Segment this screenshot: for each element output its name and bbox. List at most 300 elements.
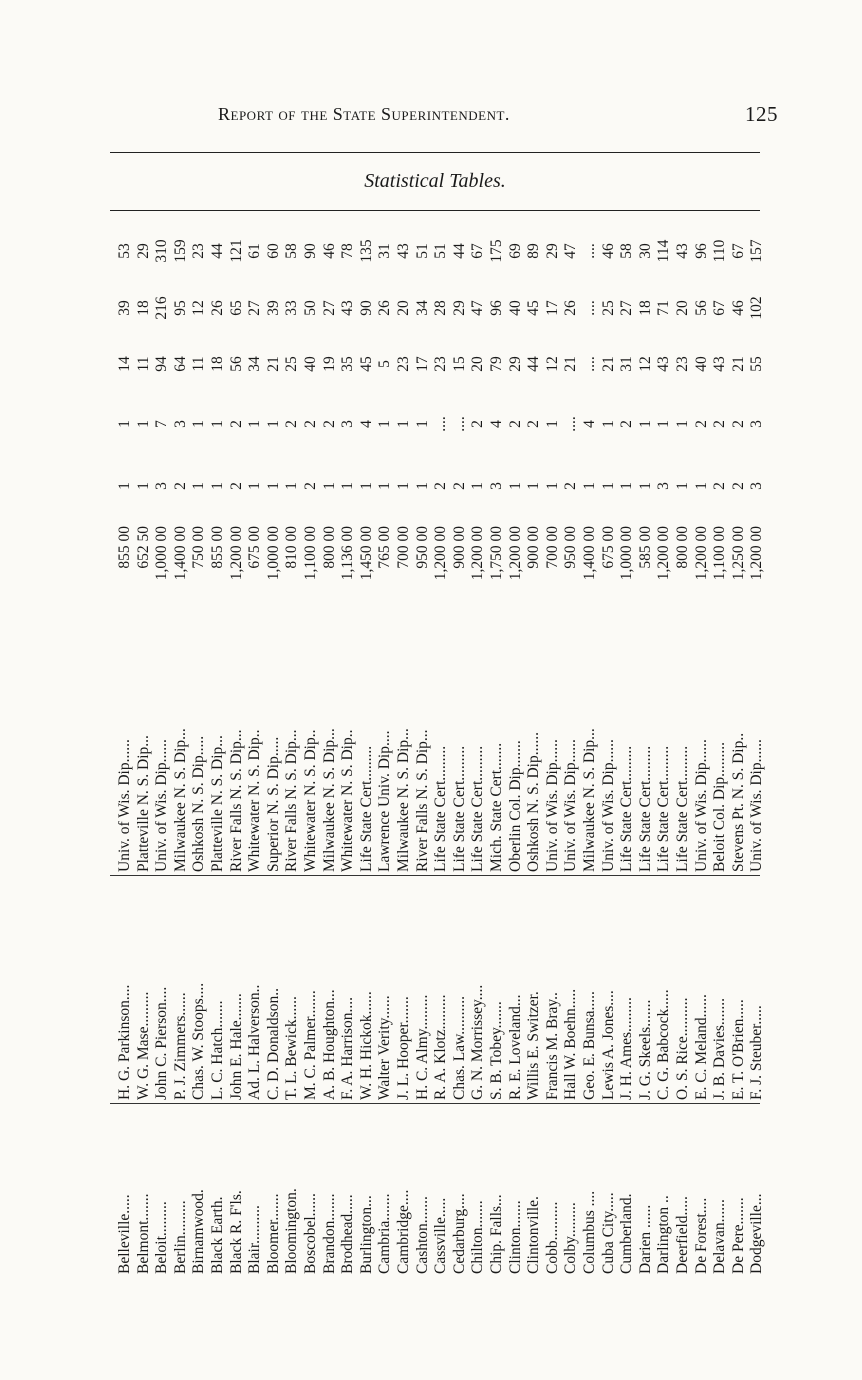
teacher-name-cell: John E. Hale.......: [227, 993, 245, 1100]
count-cell: 102: [748, 296, 766, 320]
count-cell: 1: [543, 482, 561, 490]
table-row: [544, 211, 563, 1276]
table-title: Statistical Tables.: [364, 170, 506, 192]
town-cell: Brandon.......: [320, 1193, 338, 1274]
salary-cell: 750 00: [190, 526, 208, 569]
teacher-name-cell: R. E. Loveland...: [506, 994, 524, 1100]
town-cell: Columbus ....: [581, 1190, 598, 1274]
salary-cell: 950 00: [413, 526, 431, 569]
salary-cell: 950 00: [562, 526, 580, 569]
count-cell: 2: [320, 420, 338, 428]
certificate-cell: Lawrence Univ. Dip....: [376, 730, 394, 872]
count-cell: 1: [209, 420, 226, 428]
certificate-cell: Univ. of Wis. Dip......: [543, 739, 561, 872]
count-cell: 1: [506, 482, 524, 490]
count-cell: 64: [171, 356, 189, 372]
salary-cell: 1,000 00: [618, 526, 636, 581]
town-cell: Cobb..........: [543, 1201, 561, 1274]
count-cell: 44: [525, 356, 543, 372]
count-cell: 1: [636, 420, 654, 428]
salary-cell: 1,200 00: [469, 526, 487, 581]
total-cell: 67: [729, 243, 747, 259]
salary-cell: 1,200 00: [227, 526, 245, 581]
table-row: [525, 211, 544, 1276]
salary-cell: 855 00: [209, 526, 226, 569]
town-cell: Belmont.......: [134, 1193, 152, 1274]
salary-cell: 1,000 00: [264, 526, 282, 581]
salary-cell: 1,400 00: [581, 526, 598, 581]
town-cell: Berlin.........: [171, 1200, 189, 1274]
count-cell: 1: [357, 482, 375, 490]
teacher-name-cell: Chas. Law..........: [450, 995, 468, 1100]
table-row: [339, 211, 358, 1276]
count-cell: 2: [302, 482, 319, 490]
count-cell: 2: [469, 420, 487, 428]
table-row: [283, 211, 302, 1276]
count-cell: 1: [376, 420, 394, 428]
count-cell: 2: [525, 420, 543, 428]
count-cell: 2: [618, 420, 636, 428]
count-cell: 25: [283, 356, 301, 372]
town-cell: Boscobel......: [302, 1193, 319, 1274]
count-cell: 26: [376, 300, 394, 316]
teacher-name-cell: O. S. Rice..........: [674, 997, 691, 1100]
table-row: [655, 211, 674, 1276]
salary-cell: 900 00: [450, 526, 468, 569]
count-cell: 3: [339, 420, 357, 428]
teacher-name-cell: Lewis A. Jones....: [599, 990, 617, 1100]
count-cell: 95: [171, 300, 189, 316]
count-cell: 96: [488, 300, 505, 316]
teacher-name-cell: F. A. Harrison....: [339, 997, 357, 1100]
teacher-name-cell: S. B. Tobey.......: [488, 1001, 505, 1100]
count-cell: 2: [711, 420, 729, 428]
count-cell: 1: [599, 420, 617, 428]
count-cell: 14: [116, 356, 133, 372]
salary-cell: 765 00: [376, 526, 394, 569]
teacher-name-cell: Chas. W. Stoops....: [190, 982, 208, 1100]
count-cell: 1: [674, 482, 691, 490]
count-cell: 21: [264, 356, 282, 372]
total-cell: 51: [432, 243, 450, 259]
certificate-cell: Univ. of Wis. Dip......: [748, 739, 766, 872]
count-cell: 1: [134, 420, 152, 428]
certificate-cell: Oshkosh N. S. Dip......: [525, 732, 543, 872]
count-cell: 2: [562, 482, 580, 490]
count-cell: 56: [227, 356, 245, 372]
table-row: [228, 211, 247, 1276]
town-cell: Black Earth.: [209, 1196, 226, 1274]
certificate-cell: Life State Cert.........: [655, 745, 673, 872]
total-cell: 58: [283, 243, 301, 259]
salary-cell: 810 00: [283, 526, 301, 569]
table-row: [693, 211, 712, 1276]
count-cell: 25: [599, 300, 617, 316]
table-row: [135, 211, 154, 1276]
count-cell: 15: [450, 356, 468, 372]
total-cell: 23: [190, 243, 208, 259]
total-cell: ....: [581, 243, 598, 259]
count-cell: 40: [302, 356, 319, 372]
table-row: [730, 211, 749, 1276]
total-cell: 96: [692, 243, 710, 259]
total-cell: 78: [339, 243, 357, 259]
town-cell: Cedarburg....: [450, 1193, 468, 1274]
running-head: [218, 104, 778, 132]
teacher-name-cell: Willis E. Switzer.: [525, 991, 543, 1100]
count-cell: 1: [246, 420, 264, 428]
table-row: [209, 211, 228, 1276]
total-cell: 46: [599, 243, 617, 259]
count-cell: 20: [674, 300, 691, 316]
table-row: [432, 211, 451, 1276]
town-cell: Cashton.......: [413, 1196, 431, 1274]
table-row: [507, 211, 526, 1276]
town-cell: Cassville.....: [432, 1197, 450, 1274]
count-cell: 33: [283, 300, 301, 316]
count-cell: ....: [581, 356, 598, 372]
town-cell: Colby.........: [562, 1202, 580, 1274]
total-cell: 121: [227, 239, 245, 263]
table-row: [600, 211, 619, 1276]
count-cell: 5: [376, 360, 394, 368]
certificate-cell: Univ. of Wis. Dip......: [153, 739, 171, 872]
salary-cell: 1,200 00: [748, 526, 766, 581]
table-row: [618, 211, 637, 1276]
salary-cell: 1,250 00: [729, 526, 747, 581]
salary-cell: 1,200 00: [506, 526, 524, 581]
count-cell: 21: [729, 356, 747, 372]
count-cell: 31: [618, 356, 636, 372]
teacher-name-cell: E. C. Meland......: [692, 994, 710, 1100]
count-cell: 23: [395, 356, 412, 372]
count-cell: 23: [674, 356, 691, 372]
salary-cell: 855 00: [116, 526, 133, 569]
town-cell: Dodgeville...: [748, 1193, 766, 1274]
town-cell: Belleville.....: [116, 1194, 133, 1274]
table-row: [246, 211, 265, 1276]
count-cell: 18: [134, 300, 152, 316]
total-cell: 58: [618, 243, 636, 259]
count-cell: 43: [339, 300, 357, 316]
total-cell: 53: [116, 243, 133, 259]
town-cell: Cambria.......: [376, 1193, 394, 1274]
count-cell: 4: [357, 420, 375, 428]
count-cell: 1: [209, 482, 226, 490]
count-cell: 1: [599, 482, 617, 490]
count-cell: 2: [692, 420, 710, 428]
count-cell: ....: [562, 416, 580, 432]
count-cell: 27: [246, 300, 264, 316]
count-cell: 47: [469, 300, 487, 316]
table-row: [172, 211, 191, 1276]
teacher-name-cell: W. G. Mase.........: [134, 991, 152, 1100]
count-cell: 1: [264, 420, 282, 428]
town-cell: Black R. F'ls.: [227, 1190, 245, 1274]
count-cell: 65: [227, 300, 245, 316]
teacher-name-cell: Ad. L. Halverson..: [246, 984, 264, 1100]
count-cell: 26: [209, 300, 226, 316]
count-cell: 1: [283, 482, 301, 490]
salary-cell: 1,136 00: [339, 526, 357, 581]
salary-cell: 675 00: [599, 526, 617, 569]
teacher-name-cell: G. N. Morrissey....: [469, 984, 487, 1100]
salary-cell: 1,400 00: [171, 526, 189, 581]
table-row: [488, 211, 507, 1276]
count-cell: 45: [525, 300, 543, 316]
town-cell: Darlington ..: [655, 1195, 673, 1274]
certificate-cell: Life State Cert.........: [357, 745, 375, 872]
count-cell: ....: [581, 300, 598, 316]
statistical-table: [110, 211, 766, 1276]
teacher-name-cell: H. C. Almy.........: [413, 994, 431, 1100]
count-cell: 1: [116, 482, 133, 490]
town-cell: Beloit.........: [153, 1201, 171, 1274]
certificate-cell: Univ. of Wis. Dip......: [599, 739, 617, 872]
table-row: [153, 211, 172, 1276]
count-cell: 12: [190, 300, 208, 316]
certificate-cell: River Falls N. S. Dip...: [227, 729, 245, 872]
total-cell: 44: [209, 243, 226, 259]
count-cell: 2: [283, 420, 301, 428]
certificate-cell: Milwaukee N. S. Dip...: [320, 728, 338, 872]
count-cell: 2: [171, 482, 189, 490]
salary-cell: 1,450 00: [357, 526, 375, 581]
teacher-name-cell: J. G. Skeels.......: [636, 999, 654, 1100]
count-cell: 216: [153, 296, 171, 320]
town-cell: Cumberland.: [618, 1193, 636, 1274]
certificate-cell: Life State Cert.........: [450, 745, 468, 872]
count-cell: 3: [748, 420, 766, 428]
teacher-name-cell: A. B. Houghton...: [320, 989, 338, 1100]
total-cell: 60: [264, 243, 282, 259]
count-cell: 1: [469, 482, 487, 490]
count-cell: 2: [506, 420, 524, 428]
count-cell: 27: [320, 300, 338, 316]
table-row: [302, 211, 321, 1276]
salary-cell: 1,100 00: [711, 526, 729, 581]
count-cell: 1: [543, 420, 561, 428]
town-cell: Bloomer.......: [264, 1193, 282, 1274]
page-header-title: Report of the State Superintendent.: [218, 104, 510, 124]
count-cell: 17: [543, 300, 561, 316]
count-cell: 40: [692, 356, 710, 372]
teacher-name-cell: R. A. Klotz.........: [432, 994, 450, 1100]
certificate-cell: Univ. of Wis. Dip......: [562, 739, 580, 872]
town-cell: Burlington...: [357, 1195, 375, 1274]
count-cell: 19: [320, 356, 338, 372]
total-cell: 175: [488, 239, 505, 263]
certificate-cell: Mich. State Cert.......: [488, 742, 505, 872]
total-cell: 89: [525, 243, 543, 259]
table-row: [265, 211, 284, 1276]
teacher-name-cell: Francis M. Bray..: [543, 992, 561, 1100]
count-cell: 1: [190, 482, 208, 490]
teacher-name-cell: E. T. O'Brien.....: [729, 999, 747, 1100]
certificate-cell: Whitewater N. S. Dip..: [246, 729, 264, 872]
count-cell: 1: [116, 420, 133, 428]
table-row: [637, 211, 656, 1276]
teacher-name-cell: J. H. Ames.........: [618, 997, 636, 1100]
town-cell: Chip. Falls...: [488, 1194, 505, 1274]
count-cell: 1: [525, 482, 543, 490]
table-row: [358, 211, 377, 1276]
count-cell: 29: [506, 356, 524, 372]
count-cell: 1: [395, 482, 412, 490]
count-cell: 43: [711, 356, 729, 372]
town-cell: De Forest....: [692, 1197, 710, 1274]
table-row: [321, 211, 340, 1276]
table-row: [395, 211, 414, 1276]
certificate-cell: Superior N. S. Dip.....: [264, 736, 282, 872]
certificate-cell: Milwaukee N. S. Dip...: [395, 728, 412, 872]
teacher-name-cell: W. H. Hickok......: [357, 991, 375, 1100]
certificate-cell: Whitewater N. S. Dip..: [339, 729, 357, 872]
count-cell: 2: [227, 482, 245, 490]
count-cell: 28: [432, 300, 450, 316]
total-cell: 69: [506, 243, 524, 259]
town-cell: Delavan......: [711, 1199, 729, 1274]
count-cell: 1: [339, 482, 357, 490]
table-row: [748, 211, 767, 1276]
count-cell: 1: [618, 482, 636, 490]
total-cell: 67: [469, 243, 487, 259]
teacher-name-cell: J. L. Hooper.......: [395, 996, 412, 1100]
salary-cell: 700 00: [543, 526, 561, 569]
town-cell: De Pere.......: [729, 1197, 747, 1274]
teacher-name-cell: Geo. E. Bunsa.....: [581, 991, 598, 1100]
count-cell: 39: [264, 300, 282, 316]
count-cell: 1: [395, 420, 412, 428]
salary-cell: 1,200 00: [432, 526, 450, 581]
total-cell: 44: [450, 243, 468, 259]
table-row: [581, 211, 600, 1276]
certificate-cell: Univ. of Wis. Dip......: [692, 739, 710, 872]
count-cell: 1: [581, 482, 598, 490]
teacher-name-cell: John C. Pierson....: [153, 986, 171, 1100]
table-row: [674, 211, 693, 1276]
certificate-cell: Platteville N. S. Dip...: [209, 735, 226, 872]
table-row: [190, 211, 209, 1276]
certificate-cell: Beloit Col. Dip.........: [711, 741, 729, 872]
table-row: [376, 211, 395, 1276]
count-cell: 12: [543, 356, 561, 372]
table-row: [116, 211, 135, 1276]
teacher-name-cell: C. D. Donaldson..: [264, 988, 282, 1100]
salary-cell: 900 00: [525, 526, 543, 569]
town-cell: Cuba City.....: [599, 1192, 617, 1274]
total-cell: 51: [413, 243, 431, 259]
total-cell: 114: [655, 239, 673, 263]
certificate-cell: Life State Cert.........: [469, 745, 487, 872]
certificate-cell: Stevens Pt. N. S. Dip..: [729, 732, 747, 872]
total-cell: 61: [246, 243, 264, 259]
page-number: 125: [745, 102, 778, 126]
count-cell: 3: [748, 482, 766, 490]
count-cell: 56: [692, 300, 710, 316]
count-cell: 40: [506, 300, 524, 316]
teacher-name-cell: P. J. Zimmers......: [171, 992, 189, 1100]
count-cell: 20: [469, 356, 487, 372]
salary-cell: 652 50: [134, 526, 152, 569]
teacher-name-cell: F. J. Steuber.....: [748, 1005, 766, 1100]
salary-cell: 1,000 00: [153, 526, 171, 581]
count-cell: 1: [655, 420, 673, 428]
count-cell: 2: [729, 482, 747, 490]
total-cell: 43: [395, 243, 412, 259]
count-cell: 55: [748, 356, 766, 372]
town-cell: Cambridge....: [395, 1189, 412, 1274]
count-cell: 23: [432, 356, 450, 372]
count-cell: 79: [488, 356, 505, 372]
total-cell: 310: [153, 239, 171, 263]
salary-cell: 800 00: [320, 526, 338, 569]
certificate-cell: Oshkosh N. S. Dip.....: [190, 735, 208, 872]
certificate-cell: Univ. of Wis. Dip......: [116, 739, 133, 872]
count-cell: 46: [729, 300, 747, 316]
count-cell: 3: [171, 420, 189, 428]
count-cell: 21: [562, 356, 580, 372]
count-cell: 3: [488, 482, 505, 490]
table-row: [451, 211, 470, 1276]
teacher-name-cell: Hall W. Boehn.....: [562, 988, 580, 1100]
town-cell: Blair..........: [246, 1205, 264, 1274]
count-cell: 3: [153, 482, 171, 490]
total-cell: 46: [320, 243, 338, 259]
count-cell: 1: [264, 482, 282, 490]
count-cell: 2: [729, 420, 747, 428]
certificate-cell: River Falls N. S. Dip...: [413, 729, 431, 872]
count-cell: 7: [153, 420, 171, 428]
total-cell: 30: [636, 243, 654, 259]
table-row: [711, 211, 730, 1276]
certificate-cell: River Falls N. S. Dip...: [283, 729, 301, 872]
count-cell: 1: [636, 482, 654, 490]
total-cell: 31: [376, 243, 394, 259]
certificate-cell: Milwaukee N. S. Dip...: [171, 728, 189, 872]
count-cell: 34: [413, 300, 431, 316]
town-cell: Bloomington.: [283, 1188, 301, 1274]
count-cell: 1: [246, 482, 264, 490]
salary-cell: 585 00: [636, 526, 654, 569]
certificate-cell: Platteville N. S. Dip...: [134, 735, 152, 872]
count-cell: ....: [450, 416, 468, 432]
count-cell: 1: [413, 482, 431, 490]
count-cell: 1: [320, 482, 338, 490]
count-cell: 2: [450, 482, 468, 490]
salary-cell: 1,200 00: [692, 526, 710, 581]
certificate-cell: Life State Cert.........: [636, 745, 654, 872]
salary-cell: 675 00: [246, 526, 264, 569]
count-cell: 1: [376, 482, 394, 490]
count-cell: 50: [302, 300, 319, 316]
count-cell: 34: [246, 356, 264, 372]
teacher-name-cell: C. G. Babcock.....: [655, 989, 673, 1100]
total-cell: 29: [543, 243, 561, 259]
count-cell: 2: [711, 482, 729, 490]
total-cell: 43: [674, 243, 691, 259]
count-cell: 1: [134, 482, 152, 490]
count-cell: 12: [636, 356, 654, 372]
count-cell: 29: [450, 300, 468, 316]
salary-cell: 800 00: [674, 526, 691, 569]
town-cell: Brodhead.....: [339, 1194, 357, 1274]
count-cell: 11: [134, 356, 152, 372]
salary-cell: 1,750 00: [488, 526, 505, 581]
count-cell: 1: [190, 420, 208, 428]
total-cell: 157: [748, 239, 766, 263]
count-cell: 26: [562, 300, 580, 316]
